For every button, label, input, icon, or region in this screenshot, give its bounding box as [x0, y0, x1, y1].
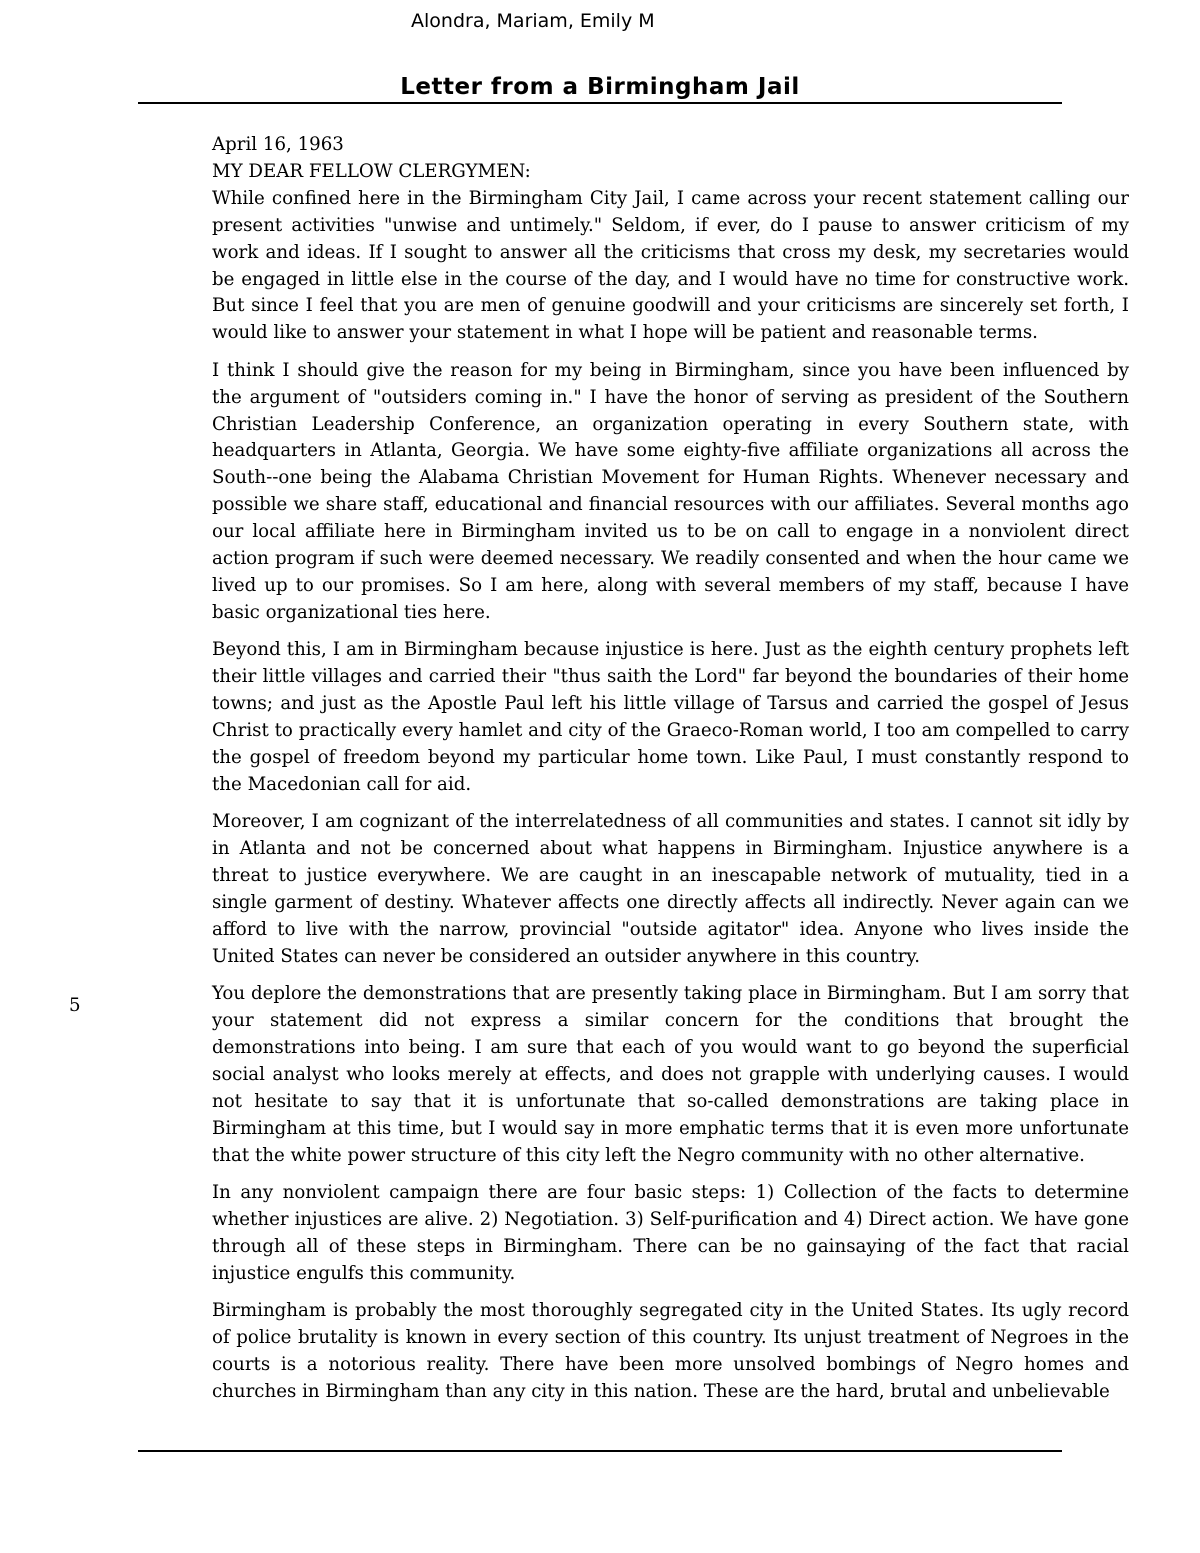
paragraph-4: Moreover, I am cognizant of the interrelatedness of all communities and states. I cannot sit idly by in Atlanta and not be concerned about what happens in Birmingham. Injustice anywhere is a threat to justice everywhere. We are caught in an inescapable network of mutuality, tied in a single garment of destiny. Whatever affects one directly affects all indirectly. Never again can we afford to live with the narrow, provincial "outside agitator" idea. Anyone who lives inside the United States can never be considered an outsider anywhere in this country.: [212, 811, 1129, 967]
footer-divider: [138, 1450, 1062, 1452]
letter-body: [212, 132, 1129, 1406]
line-number: 5: [69, 995, 81, 1016]
paragraph-2: I think I should give the reason for my being in Birmingham, since you have been influenced by the argument of "outsiders coming in." I have the honor of serving as president of the Southern Christian Leadership Conference, an organization operating in every Southern state, with headquarters in Atlanta, Georgia. We have some eighty-five affiliate organizations all across the South--one being the Alabama Christian Movement for Human Rights. Whenever necessary and possible we share staff, educational and financial resources with our affiliates. Several months ago our local affiliate here in Birmingham invited us to be on call to engage in a nonviolent direct action program if such were deemed necessary. We readily consented and when the hour came we lived up to our promises. So I am here, along with several members of my staff, because I have basic organizational ties here.: [212, 359, 1129, 623]
letter-date: April 16, 1963: [212, 134, 344, 155]
letter-salutation: MY DEAR FELLOW CLERGYMEN:: [212, 160, 531, 182]
title-divider: [138, 102, 1062, 104]
paragraph-1: While confined here in the Birmingham City Jail, I came across your recent statement calling our present activities "unwise and untimely." Seldom, if ever, do I pause to answer criticism of my work and ideas. If I sought to answer all the criticisms that cross my desk, my secretaries would be engaged in little else in the course of the day, and I would have no time for constructive work. But since I feel that you are men of genuine goodwill and your criticisms are sincerely set forth, I would like to answer your statement in what I hope will be patient and reasonable terms.: [212, 187, 1129, 344]
paragraph-3: Beyond this, I am in Birmingham because injustice is here. Just as the eighth century prophets left their little villages and carried their "thus saith the Lord" far beyond the boundaries of their home towns; and just as the Apostle Paul left his little village of Tarsus and carried the gospel of Jesus Christ to practically every hamlet and city of the Graeco-Roman world, I too am compelled to carry the gospel of freedom beyond my particular home town. Like Paul, I must constantly respond to the Macedonian call for aid.: [212, 639, 1129, 795]
paragraph-5: You deplore the demonstrations that are presently taking place in Birmingham. But I am sorry that your statement did not express a similar concern for the conditions that brought the demonstrations into being. I am sure that each of you would want to go beyond the superficial social analyst who looks merely at effects, and does not grapple with underlying causes. I would not hesitate to say that it is unfortunate that so-called demonstrations are taking place in Birmingham at this time, but I would say in more emphatic terms that it is even more unfortunate that the white power structure of this city left the Negro community with no other alternative.: [212, 983, 1129, 1166]
document-title: Letter from a Birmingham Jail: [400, 74, 800, 100]
paragraph-6: In any nonviolent campaign there are four basic steps: 1) Collection of the facts to determine whether injustices are alive. 2) Negotiation. 3) Self-purification and 4) Direct action. We have gone through all of these steps in Birmingham. There can be no gainsaying of the fact that racial injustice engulfs this community.: [212, 1182, 1129, 1284]
paragraph-7: Birmingham is probably the most thoroughly segregated city in the United States. Its ugly record of police brutality is known in every section of this country. Its unjust treatment of Negroes in the courts is a notorious reality. There have been more unsolved bombings of Negro homes and churches in Birmingham than any city in this nation. These are the hard, brutal and unbelievable: [212, 1300, 1129, 1402]
author-names: Alondra, Mariam, Emily M: [411, 10, 655, 32]
